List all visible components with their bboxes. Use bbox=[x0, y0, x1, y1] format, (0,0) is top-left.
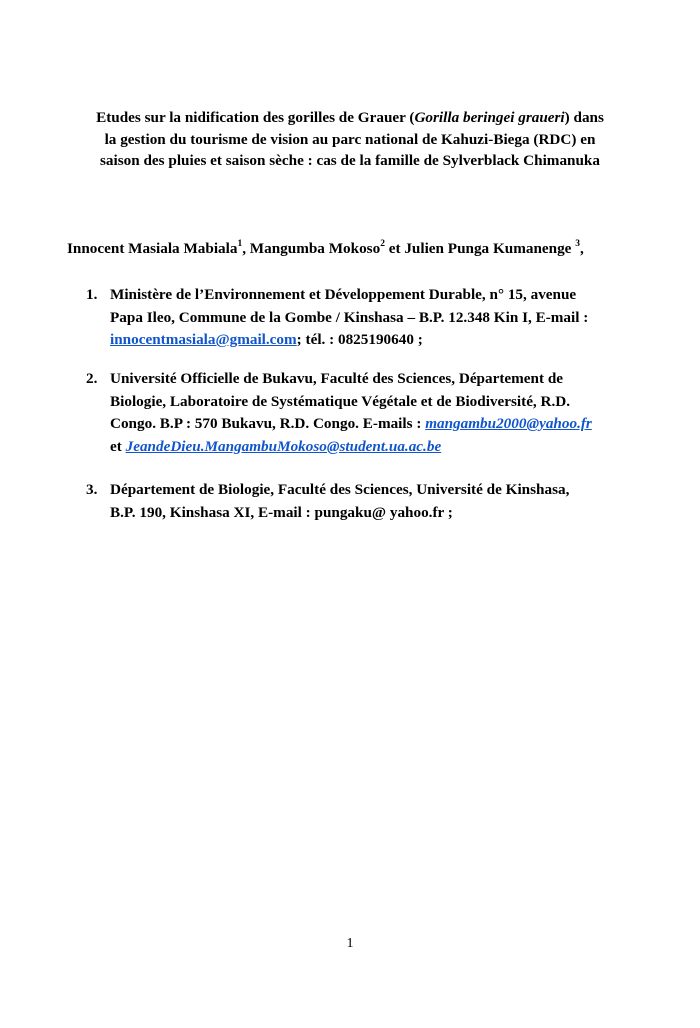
author-1-affil-mark: 1 bbox=[237, 238, 243, 249]
author-list bbox=[67, 238, 667, 259]
affiliation-2-line-1: Université Officielle de Bukavu, Faculté des Sciences, Département de bbox=[110, 370, 564, 387]
affiliation-3-line-1: Département de Biologie, Faculté des Sciences, Université de Kinshasa, bbox=[110, 481, 570, 498]
title-line-1-pre: Etudes sur la nidification des gorilles de Grauer ( bbox=[96, 109, 415, 126]
author-3-affil-mark: 3 bbox=[575, 238, 580, 249]
title-line-1-post: ) dans bbox=[564, 109, 604, 126]
paper-title bbox=[60, 107, 640, 172]
affiliation-3-line-2: B.P. 190, Kinshasa XI, E-mail : pungaku@ yahoo.fr ; bbox=[110, 503, 453, 521]
title-line-1 bbox=[60, 107, 640, 129]
affiliation-1-number: 1. bbox=[86, 286, 98, 303]
title-line-3: saison des pluies et saison sèche : cas de la famille de Sylverblack Chimanuka bbox=[100, 152, 600, 169]
email-link-mangambu-yahoo[interactable]: mangambu2000@yahoo.fr bbox=[425, 415, 592, 432]
affiliation-2-line-4-text: et bbox=[110, 437, 126, 455]
author-list-tail: , bbox=[579, 240, 584, 257]
affiliation-2-number: 2. bbox=[86, 370, 98, 387]
author-3: et Julien Punga Kumanenge bbox=[384, 240, 576, 257]
affiliation-3 bbox=[86, 479, 646, 524]
affiliation-2-line-4 bbox=[110, 436, 646, 459]
email-link-mangambu-ua[interactable]: JeandeDieu.MangambuMokoso@student.ua.ac.be bbox=[125, 437, 442, 455]
affiliation-1-line-1: Ministère de l’Environnement et Développement Durable, n° 15, avenue bbox=[110, 286, 577, 303]
affiliation-2-line-3 bbox=[110, 413, 646, 436]
affiliation-1-line-2: Papa Ileo, Commune de la Gombe / Kinshasa – B.P. 12.348 Kin I, E-mail : bbox=[110, 308, 589, 326]
affiliation-2-line-3-text: Congo. B.P : 570 Bukavu, R.D. Congo. E-mails : bbox=[110, 415, 426, 432]
affiliation-1-phone: ; tél. : 0825190640 ; bbox=[296, 331, 423, 348]
affiliation-2-line-2: Biologie, Laboratoire de Systématique Végétale et de Biodiversité, R.D. bbox=[110, 392, 571, 410]
title-species-name: Gorilla beringei graueri bbox=[414, 109, 565, 126]
email-link-innocentmasiala[interactable]: innocentmasiala@gmail.com bbox=[110, 331, 297, 348]
title-line-2: la gestion du tourisme de vision au parc national de Kahuzi-Biega (RDC) en bbox=[104, 130, 596, 148]
page-number: 1 bbox=[346, 936, 354, 951]
affiliation-1 bbox=[86, 284, 646, 352]
affiliation-1-line-3 bbox=[110, 329, 646, 352]
author-1: Innocent Masiala Mabiala bbox=[67, 240, 238, 257]
author-2: , Mangumba Mokoso bbox=[242, 240, 381, 257]
affiliation-3-number: 3. bbox=[86, 481, 98, 498]
author-2-affil-mark: 2 bbox=[380, 238, 385, 249]
affiliation-2 bbox=[86, 368, 646, 458]
